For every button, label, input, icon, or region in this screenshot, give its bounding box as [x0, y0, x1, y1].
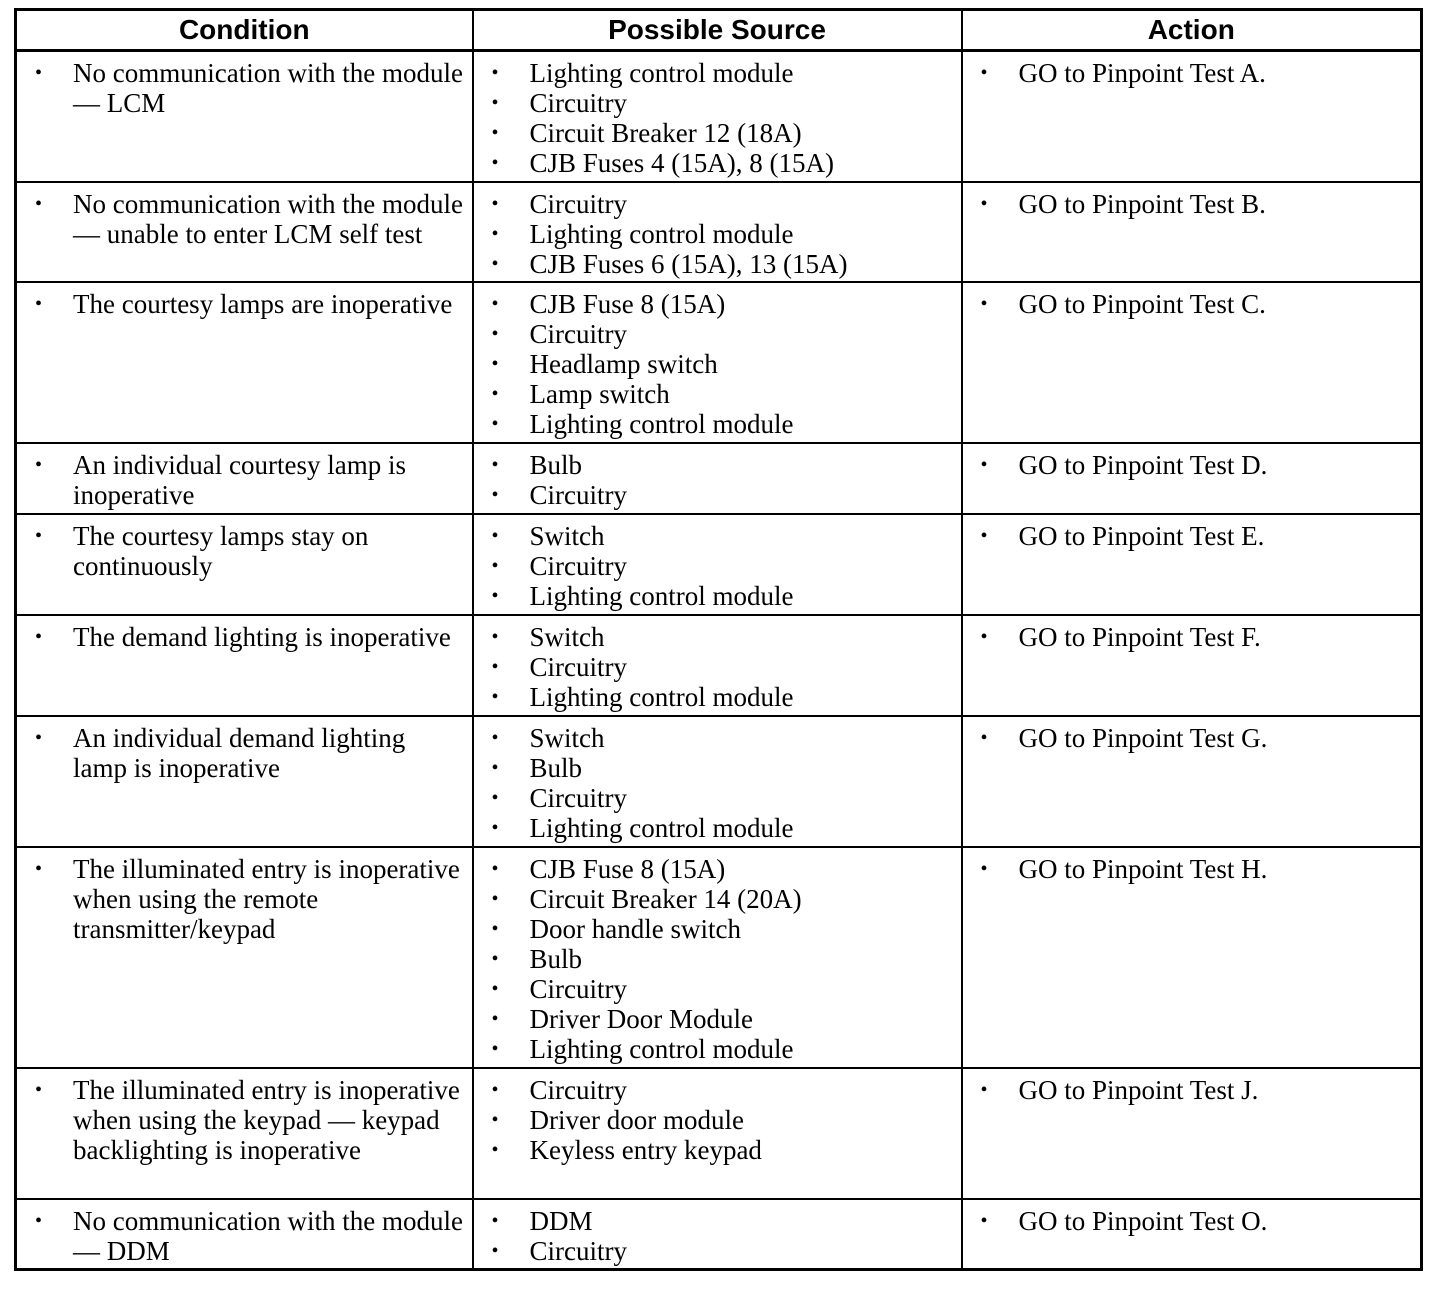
list-item-text: Lighting control module	[529, 218, 794, 249]
list-item-text: Circuitry	[529, 318, 627, 349]
action-cell-list	[975, 289, 1413, 319]
list-item	[29, 289, 464, 319]
bullet-icon: •	[491, 1108, 499, 1131]
bullet-icon: •	[35, 453, 43, 476]
list-item-text: GO to Pinpoint Test G.	[1018, 722, 1268, 753]
bullet-icon: •	[491, 122, 499, 144]
action-cell	[962, 716, 1422, 847]
list-item-text: No communication with the module — LCM	[73, 58, 463, 118]
bullet-icon: •	[491, 917, 499, 940]
list-item-text: Circuitry	[529, 1235, 627, 1266]
bullet-icon: •	[491, 584, 499, 607]
list-item	[486, 148, 953, 178]
action-header: Action	[962, 10, 1422, 51]
list-item	[486, 1075, 953, 1105]
bullet-icon: •	[491, 554, 499, 577]
list-item-text: Lamp switch	[529, 378, 670, 409]
bullet-icon: •	[35, 1078, 43, 1101]
condition-cell	[16, 615, 473, 716]
possible-source-cell-list	[486, 1075, 953, 1165]
bullet-icon: •	[35, 62, 43, 84]
list-item-text: CJB Fuse 8 (15A)	[529, 853, 726, 884]
action-cell	[962, 1068, 1422, 1199]
bullet-icon: •	[35, 292, 43, 315]
condition-cell	[16, 51, 473, 182]
list-item-text: Circuitry	[529, 782, 627, 813]
bullet-icon: •	[491, 857, 499, 880]
table-row	[16, 51, 1422, 182]
list-item	[486, 682, 953, 712]
list-item-text: An individual demand lighting lamp is inoperative	[73, 722, 406, 783]
condition-cell	[16, 847, 473, 1068]
condition-cell-list	[29, 289, 464, 319]
list-item-text: Headlamp switch	[529, 348, 718, 379]
condition-cell	[16, 182, 473, 282]
list-item	[486, 118, 953, 148]
list-item	[975, 450, 1413, 480]
list-item-text: Circuitry	[529, 479, 627, 510]
list-item	[29, 58, 464, 118]
bullet-icon: •	[491, 152, 499, 174]
list-item	[975, 521, 1413, 551]
table-row	[16, 282, 1422, 443]
action-cell-list	[975, 450, 1413, 480]
bullet-icon: •	[980, 292, 988, 315]
action-cell	[962, 182, 1422, 282]
list-item	[486, 551, 953, 581]
bullet-icon: •	[491, 192, 499, 215]
bullet-icon: •	[491, 756, 499, 779]
list-item-text: Circuit Breaker 12 (18A)	[529, 118, 802, 148]
action-cell	[962, 282, 1422, 443]
list-item-text: Switch	[529, 722, 605, 753]
bullet-icon: •	[491, 62, 499, 84]
table-row	[16, 1199, 1422, 1270]
possible-source-cell-list	[486, 1206, 953, 1266]
action-cell	[962, 51, 1422, 182]
possible-source-cell-list	[486, 622, 953, 712]
list-item	[486, 854, 953, 884]
list-item	[975, 189, 1413, 219]
possible-source-cell-list	[486, 854, 953, 1064]
bullet-icon: •	[491, 1037, 499, 1060]
bullet-icon: •	[491, 816, 499, 839]
possible-source-cell	[473, 716, 962, 847]
possible-source-cell	[473, 443, 962, 514]
table-row	[16, 182, 1422, 282]
list-item	[486, 1105, 953, 1135]
bullet-icon: •	[35, 192, 43, 215]
action-cell-list	[975, 723, 1413, 753]
bullet-icon: •	[491, 382, 499, 405]
condition-cell-list	[29, 723, 464, 783]
condition-header: Condition	[16, 10, 473, 51]
list-item-text: Lighting control module	[529, 580, 794, 611]
list-item	[486, 1004, 953, 1034]
bullet-icon: •	[491, 685, 499, 708]
bullet-icon: •	[980, 62, 988, 84]
bullet-icon: •	[491, 524, 499, 547]
list-item-text: Circuitry	[529, 973, 627, 1004]
list-item	[975, 723, 1413, 753]
possible-source-cell	[473, 282, 962, 443]
list-item	[486, 319, 953, 349]
condition-cell-list	[29, 189, 464, 249]
bullet-icon: •	[35, 1209, 43, 1232]
list-item-text: GO to Pinpoint Test J.	[1018, 1074, 1259, 1105]
bullet-icon: •	[35, 726, 43, 749]
action-cell	[962, 847, 1422, 1068]
list-item	[486, 884, 953, 914]
action-cell-list	[975, 1075, 1413, 1105]
condition-cell-list	[29, 622, 464, 652]
list-item-text: GO to Pinpoint Test F.	[1018, 621, 1261, 652]
list-item-text: GO to Pinpoint Test C.	[1018, 288, 1266, 319]
bullet-icon: •	[980, 625, 988, 648]
list-item-text: GO to Pinpoint Test D.	[1018, 449, 1268, 480]
list-item-text: CJB Fuses 4 (15A), 8 (15A)	[529, 148, 835, 178]
bullet-icon: •	[491, 453, 499, 476]
list-item-text: The illuminated entry is inoperative when using the remote transmitter/keypad	[73, 853, 460, 944]
action-cell	[962, 514, 1422, 615]
action-cell-list	[975, 854, 1413, 884]
list-item-text: Circuit Breaker 14 (20A)	[529, 883, 802, 914]
list-item	[486, 581, 953, 611]
table-row	[16, 716, 1422, 847]
bullet-icon: •	[491, 786, 499, 809]
list-item	[486, 379, 953, 409]
bullet-icon: •	[491, 222, 499, 245]
condition-cell	[16, 443, 473, 514]
table-row	[16, 514, 1422, 615]
list-item-text: Door handle switch	[529, 913, 741, 944]
list-item	[29, 1075, 464, 1165]
possible-source-cell-list	[486, 450, 953, 510]
list-item-text: The courtesy lamps are inoperative	[73, 288, 453, 319]
possible-source-cell-list	[486, 289, 953, 439]
list-item-text: Lighting control module	[529, 58, 794, 88]
action-cell-list	[975, 622, 1413, 652]
list-item	[486, 249, 953, 279]
condition-cell-list	[29, 521, 464, 581]
possible-source-header: Possible Source	[473, 10, 962, 51]
bullet-icon: •	[491, 1007, 499, 1030]
list-item	[29, 521, 464, 581]
list-item-text: Circuitry	[529, 1074, 627, 1105]
action-cell-list	[975, 58, 1413, 88]
action-cell-list	[975, 521, 1413, 551]
bullet-icon: •	[491, 1239, 499, 1262]
bullet-icon: •	[491, 322, 499, 345]
bullet-icon: •	[491, 887, 499, 910]
bullet-icon: •	[980, 453, 988, 476]
list-item-text: CJB Fuse 8 (15A)	[529, 288, 726, 319]
condition-cell-list	[29, 1075, 464, 1165]
list-item	[486, 219, 953, 249]
list-item	[486, 914, 953, 944]
possible-source-cell-list	[486, 521, 953, 611]
list-item-text: The demand lighting is inoperative	[73, 621, 451, 652]
bullet-icon: •	[491, 252, 499, 275]
list-item	[486, 88, 953, 118]
list-item	[486, 521, 953, 551]
bullet-icon: •	[491, 412, 499, 435]
bullet-icon: •	[491, 977, 499, 1000]
list-item-text: Driver Door Module	[529, 1003, 753, 1034]
list-item	[486, 753, 953, 783]
list-item	[29, 854, 464, 944]
list-item-text: Lighting control module	[529, 1033, 794, 1064]
list-item	[29, 1206, 464, 1266]
bullet-icon: •	[35, 857, 43, 880]
bullet-icon: •	[491, 625, 499, 648]
symptom-chart-table	[14, 8, 1423, 1271]
list-item	[486, 652, 953, 682]
list-item	[975, 1206, 1413, 1236]
action-cell	[962, 615, 1422, 716]
bullet-icon: •	[491, 1209, 499, 1232]
list-item	[975, 854, 1413, 884]
list-item	[486, 783, 953, 813]
list-item-text: Lighting control module	[529, 408, 794, 439]
list-item	[486, 480, 953, 510]
bullet-icon: •	[980, 1209, 988, 1232]
table-row	[16, 1068, 1422, 1199]
condition-cell	[16, 716, 473, 847]
list-item	[486, 189, 953, 219]
bullet-icon: •	[980, 726, 988, 749]
action-cell	[962, 1199, 1422, 1270]
condition-cell	[16, 514, 473, 615]
list-item	[486, 58, 953, 88]
bullet-icon: •	[980, 857, 988, 880]
list-item	[486, 289, 953, 319]
list-item-text: CJB Fuses 6 (15A), 13 (15A)	[529, 248, 848, 279]
bullet-icon: •	[980, 524, 988, 547]
table-body	[16, 51, 1422, 1270]
list-item	[486, 974, 953, 1004]
list-item	[486, 1236, 953, 1266]
possible-source-cell-list	[486, 189, 953, 279]
list-item-text: Circuitry	[529, 88, 627, 118]
possible-source-cell	[473, 51, 962, 182]
possible-source-cell	[473, 615, 962, 716]
list-item-text: GO to Pinpoint Test B.	[1018, 188, 1266, 219]
possible-source-cell	[473, 847, 962, 1068]
bullet-icon: •	[491, 292, 499, 315]
list-item-text: Switch	[529, 621, 605, 652]
list-item-text: The courtesy lamps stay on continuously	[73, 520, 369, 581]
table-row	[16, 615, 1422, 716]
action-cell-list	[975, 189, 1413, 219]
list-item	[486, 1034, 953, 1064]
list-item	[486, 1135, 953, 1165]
list-item-text: Driver door module	[529, 1104, 744, 1135]
possible-source-cell-list	[486, 723, 953, 843]
possible-source-cell	[473, 1199, 962, 1270]
condition-cell-list	[29, 58, 464, 118]
list-item-text: GO to Pinpoint Test E.	[1018, 520, 1265, 551]
header-row	[16, 10, 1422, 51]
bullet-icon: •	[491, 92, 499, 114]
list-item-text: No communication with the module — DDM	[73, 1205, 463, 1266]
list-item-text: Bulb	[529, 449, 583, 480]
bullet-icon: •	[491, 726, 499, 749]
list-item-text: GO to Pinpoint Test H.	[1018, 853, 1268, 884]
list-item-text: Circuitry	[529, 188, 627, 219]
list-item-text: Keyless entry keypad	[529, 1134, 762, 1165]
table-row	[16, 443, 1422, 514]
list-item-text: The illuminated entry is inoperative when using the keypad — keypad backlighting is inoperative	[73, 1074, 460, 1165]
condition-cell-list	[29, 854, 464, 944]
action-cell	[962, 443, 1422, 514]
bullet-icon: •	[491, 1138, 499, 1161]
bullet-icon: •	[980, 192, 988, 215]
condition-cell	[16, 282, 473, 443]
list-item	[975, 622, 1413, 652]
list-item-text: Circuitry	[529, 550, 627, 581]
list-item	[486, 450, 953, 480]
list-item-text: Bulb	[529, 943, 583, 974]
list-item-text: An individual courtesy lamp is inoperative	[73, 449, 406, 510]
bullet-icon: •	[491, 655, 499, 678]
list-item	[486, 622, 953, 652]
condition-cell	[16, 1068, 473, 1199]
list-item	[975, 289, 1413, 319]
bullet-icon: •	[35, 625, 43, 648]
table-row	[16, 847, 1422, 1068]
list-item	[486, 723, 953, 753]
list-item-text: Bulb	[529, 752, 583, 783]
condition-cell	[16, 1199, 473, 1270]
action-cell-list	[975, 1206, 1413, 1236]
condition-cell-list	[29, 450, 464, 510]
list-item-text: GO to Pinpoint Test O.	[1018, 1205, 1268, 1236]
condition-cell-list	[29, 1206, 464, 1266]
list-item-text: Switch	[529, 520, 605, 551]
list-item-text: Lighting control module	[529, 812, 794, 843]
list-item	[29, 723, 464, 783]
list-item	[486, 409, 953, 439]
possible-source-cell	[473, 182, 962, 282]
list-item	[486, 813, 953, 843]
list-item	[486, 944, 953, 974]
list-item-text: Lighting control module	[529, 681, 794, 712]
list-item	[486, 349, 953, 379]
bullet-icon: •	[491, 352, 499, 375]
list-item-text: DDM	[529, 1205, 593, 1236]
list-item	[29, 450, 464, 510]
list-item-text: GO to Pinpoint Test A.	[1018, 58, 1266, 88]
list-item-text: No communication with the module — unable to enter LCM self test	[73, 188, 463, 249]
list-item	[975, 58, 1413, 88]
possible-source-cell	[473, 514, 962, 615]
bullet-icon: •	[491, 1078, 499, 1101]
list-item	[29, 622, 464, 652]
bullet-icon: •	[491, 947, 499, 970]
list-item	[29, 189, 464, 249]
possible-source-cell-list	[486, 58, 953, 178]
bullet-icon: •	[35, 524, 43, 547]
possible-source-cell	[473, 1068, 962, 1199]
bullet-icon: •	[491, 483, 499, 506]
bullet-icon: •	[980, 1078, 988, 1101]
list-item	[486, 1206, 953, 1236]
list-item	[975, 1075, 1413, 1105]
list-item-text: Circuitry	[529, 651, 627, 682]
